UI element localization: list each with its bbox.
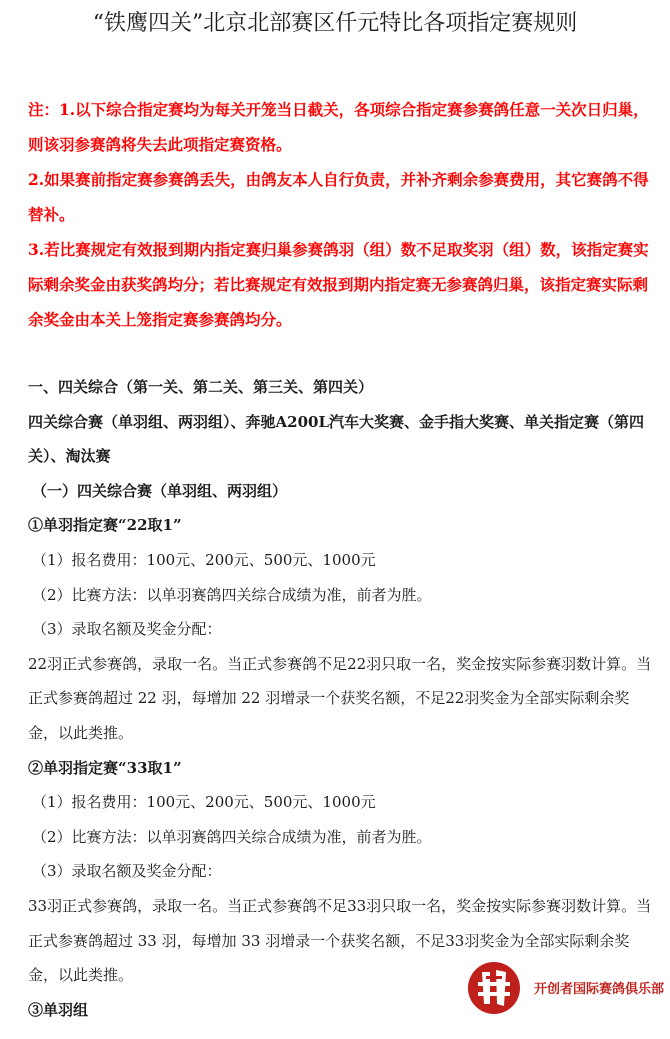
seal-logo-icon	[464, 958, 524, 1018]
note-2: 2.如果赛前指定赛参赛鸽丢失，由鸽友本人自行负责，并补齐剩余参赛费用，其它赛鸽不得替补。	[28, 170, 649, 224]
section-heading: 一、四关综合（第一关、第二关、第三关、第四关）	[28, 378, 374, 396]
item-2-fee: （1）报名费用：100元、200元、500元、1000元	[32, 793, 376, 812]
sub-heading: （一）四关综合赛（单羽组、两羽组）	[32, 481, 288, 500]
note-1: 注：1.以下综合指定赛均为每关开笼当日截关，各项综合指定赛参赛鸽任意一关次日归巢，则该羽参赛鸽将失去此项指定赛资格。	[28, 100, 649, 154]
item-2-heading: ②单羽指定赛“33取1”	[28, 758, 182, 777]
club-logo	[464, 958, 664, 1018]
item-1-fee: （1）报名费用：100元、200元、500元、1000元	[32, 550, 376, 569]
document-title: “铁鹰四关”北京北部赛区仟元特比各项指定赛规则	[92, 11, 578, 36]
note-3: 3.若比赛规定有效报到期内指定赛归巢参赛鸽羽（组）数不足取奖羽（组）数，该指定赛实际剩余奖金由获奖鸽均分；若比赛规定有效报到期内指定赛无参赛鸽归巢，该指定赛实际剩余奖金由本关上笼指定赛参赛鸽均分。	[28, 240, 649, 329]
item-2-quota-text: 33羽正式参赛鸽，录取一名。当正式参赛鸽不足33羽只取一名，奖金按实际参赛羽数计算。当正式参赛鸽超过 33 羽，每增加 33 羽增录一个获奖名额，不足33羽奖金为全部实际剩余奖金，以此类推。	[28, 896, 652, 985]
rules-content	[28, 370, 658, 1027]
item-1-quota-text: 22羽正式参赛鸽，录取一名。当正式参赛鸽不足22羽只取一名，奖金按实际参赛羽数计算。当正式参赛鸽超过 22 羽，每增加 22 羽增录一个获奖名额，不足22羽奖金为全部实际剩余奖金，以此类推。	[28, 654, 652, 742]
item-1-heading: ①单羽指定赛“22取1”	[28, 516, 182, 535]
section-intro: 四关综合赛（单羽组、两羽组）、奔驰A200L汽车大奖赛、金手指大奖赛、单关指定赛（第四关）、淘汰赛	[28, 412, 645, 466]
item-2-quota-label: （3）录取名额及奖金分配：	[32, 862, 222, 881]
item-3-heading: ③单羽组	[28, 1000, 89, 1019]
logo-text: 开创者国际赛鸽俱乐部	[534, 982, 665, 997]
item-1-method: （2）比赛方法：以单羽赛鸽四关综合成绩为准，前者为胜。	[32, 585, 432, 604]
item-1-quota-label: （3）录取名额及奖金分配：	[32, 620, 222, 639]
red-notes	[28, 92, 656, 337]
item-2-method: （2）比赛方法：以单羽赛鸽四关综合成绩为准，前者为胜。	[32, 827, 432, 846]
